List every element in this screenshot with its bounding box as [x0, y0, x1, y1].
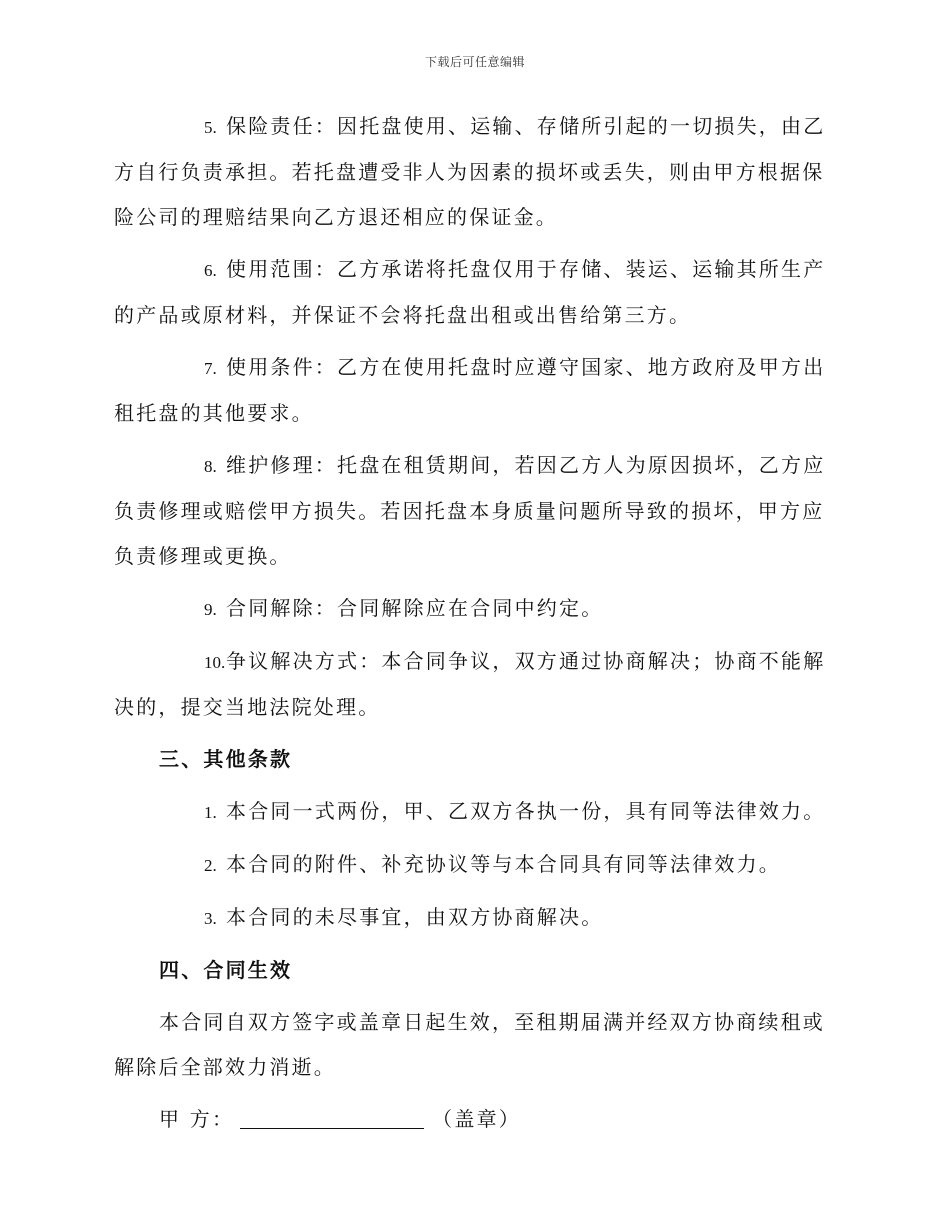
clause-10	[114, 639, 834, 730]
clause-text: 本合同的附件、补充协议等与本合同具有同等法律效力。	[226, 852, 781, 876]
clause-number: 2.	[204, 856, 217, 875]
signature-blank	[240, 1108, 424, 1129]
clause-number: 6.	[204, 261, 217, 280]
clause-6	[114, 247, 834, 338]
clause-7	[114, 345, 834, 436]
document-body	[114, 104, 834, 1142]
other-term-3	[114, 895, 834, 941]
clause-text: 争议解决方式：本合同争议，双方通过协商解决；协商不能解决的，提交当地法院处理。	[114, 649, 826, 719]
clause-number: 8.	[204, 457, 217, 476]
clause-text: 合同解除：合同解除应在合同中约定。	[226, 596, 604, 620]
clause-text: 使用范围：乙方承诺将托盘仅用于存储、装运、运输其所生产的产品或原材料，并保证不会将托盘出租或出售给第三方。	[114, 257, 826, 327]
clause-text: 本合同一式两份，甲、乙双方各执一份，具有同等法律效力。	[226, 799, 826, 823]
clause-8	[114, 443, 834, 579]
signature-line-party-a	[114, 1097, 834, 1142]
clause-number: 5.	[204, 118, 217, 137]
clause-5	[114, 104, 834, 240]
clause-number: 1.	[204, 803, 217, 822]
page-header: 下载后可任意编辑	[424, 55, 525, 69]
stamp-label: （盖章）	[432, 1107, 521, 1131]
clause-text: 使用条件：乙方在使用托盘时应遵守国家、地方政府及甲方出租托盘的其他要求。	[114, 355, 826, 425]
clause-text: 保险责任：因托盘使用、运输、存储所引起的一切损失，由乙方自行负责承担。若托盘遭受非人为因素的损坏或丢失，则由甲方根据保险公司的理赔结果向乙方退还相应的保证金。	[114, 114, 826, 229]
other-term-1	[114, 789, 834, 835]
clause-number: 9.	[204, 600, 217, 619]
clause-9	[114, 586, 834, 632]
clause-number: 10.	[204, 653, 226, 672]
effectiveness-paragraph: 本合同自双方签字或盖章日起生效，至租期届满并经双方协商续租或解除后全部效力消逝。	[114, 1010, 825, 1079]
other-term-2	[114, 842, 834, 888]
section-title-other-terms: 三、其他条款	[159, 747, 293, 771]
section-title-effectiveness: 四、合同生效	[159, 958, 293, 982]
clause-number: 7.	[204, 359, 217, 378]
clause-text: 本合同的未尽事宜，由双方协商解决。	[226, 905, 604, 929]
clause-number: 3.	[204, 909, 217, 928]
party-a-label: 甲 方：	[159, 1107, 235, 1131]
clause-text: 维护修理：托盘在租赁期间，若因乙方人为原因损坏，乙方应负责修理或赔偿甲方损失。若因托盘本身质量问题所导致的损坏，甲方应负责修理或更换。	[114, 453, 826, 568]
